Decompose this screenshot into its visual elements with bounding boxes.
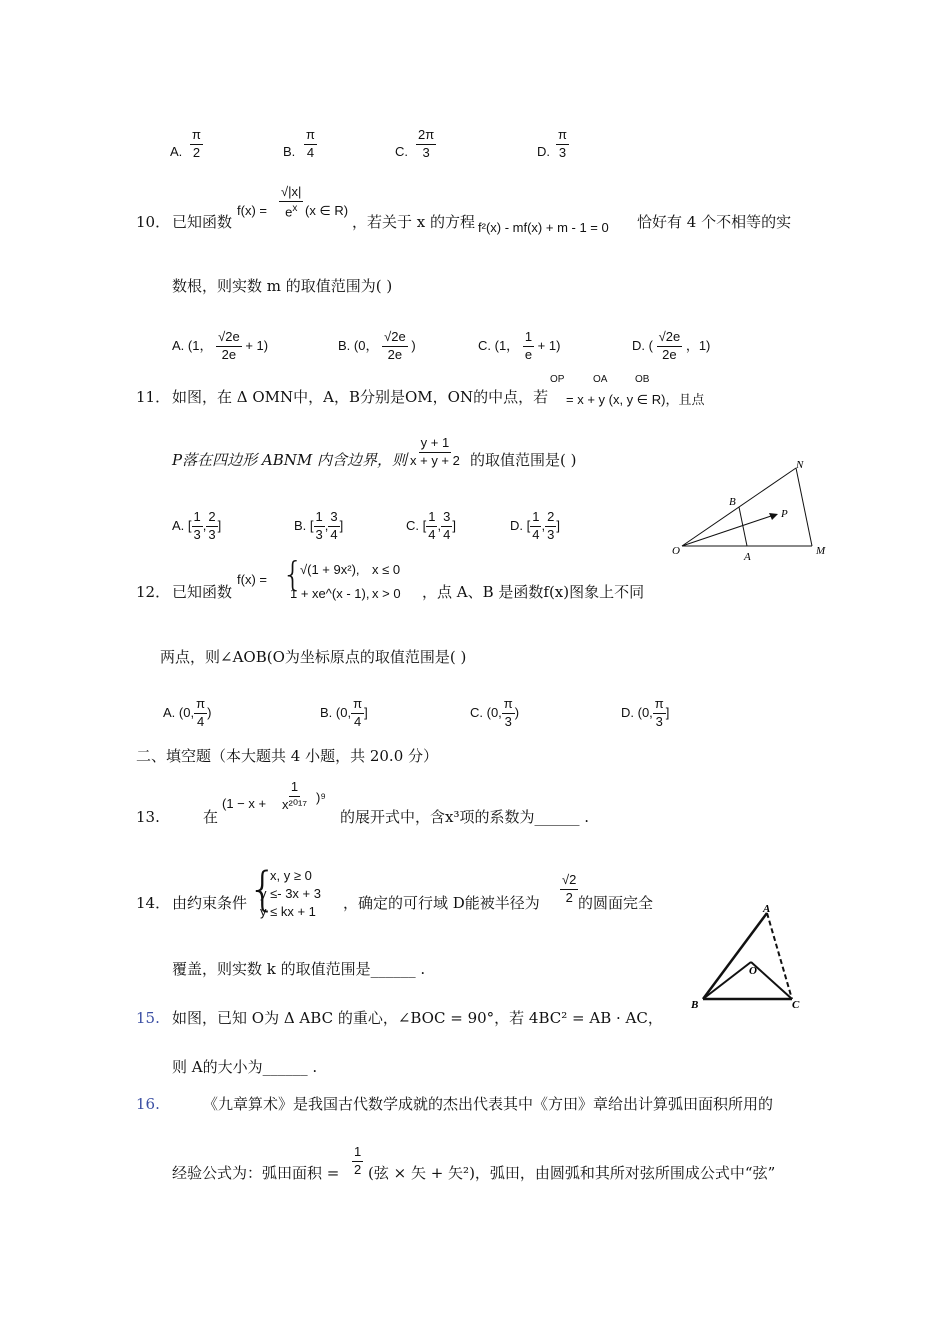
figure-side-nm — [796, 468, 812, 546]
q10-mid: ，若关于 x 的方程 — [352, 213, 475, 231]
figure-vector-op — [682, 515, 774, 546]
q12-intro: 已知函数 — [172, 583, 233, 601]
q16-fraction: $\frac{1}{2}$ — [354, 1144, 362, 1177]
figure-label-a: A — [744, 551, 751, 563]
q14-intro: 由约束条件 — [172, 894, 248, 912]
q12-option-a: A. (0, $\frac{\pi}{4}$ ) — [163, 696, 212, 729]
q16-line2-tail: (弦 × 矢 + 矢²)，弧田，由圆弧和其所对弦所围成公式中“弦” — [368, 1164, 776, 1182]
figure-label-b: B — [691, 999, 699, 1011]
q13-intro: 在 — [203, 808, 219, 826]
q12-line2: 两点，则∠AOB(O为坐标原点的取值范围是( ) — [160, 648, 467, 666]
q10-options — [172, 312, 772, 362]
q14-constraint2: y ≤- 3x + 3 — [260, 886, 321, 901]
q12-option-c: C. (0, $\frac{\pi}{3}$ ) — [470, 696, 520, 729]
figure-label-p: P — [781, 508, 788, 520]
q15-number: 15. — [136, 1009, 160, 1027]
q14-brace: { — [248, 862, 278, 916]
q11-option-a: A. [ $\frac{1}{3}$ , $\frac{2}{3}$ ] — [172, 509, 222, 542]
q11-option-b: B. [ $\frac{1}{3}$ , $\frac{3}{4}$ ] — [294, 509, 344, 542]
q11-triangle-figure — [668, 455, 838, 565]
figure-label-n: N — [796, 459, 804, 471]
q10-option-b: B. (0， $\frac{√2e}{2e}$ ) — [338, 329, 416, 362]
q12-brace: { — [282, 555, 304, 595]
q12-option-b: B. (0, $\frac{\pi}{4}$ ] — [320, 696, 368, 729]
q14-line2: 覆盖，则实数 k 的取值范围是______ . — [172, 960, 426, 978]
q11-vector-op: OP — [550, 374, 565, 385]
q11-vector-oa: OA — [593, 374, 608, 385]
q11-option-c: C. [ $\frac{1}{4}$ , $\frac{3}{4}$ ] — [406, 509, 456, 542]
q10-fx: f(x) = — [237, 203, 267, 218]
q12-tail: ，点 A、B 是函数f(x)图象上不同 — [422, 583, 645, 601]
q14-constraint1: x, y ≥ 0 — [270, 868, 312, 883]
q10-number: 10． — [136, 213, 171, 231]
q15-line1: 如图，已知 O为 Δ ABC 的重心，∠BOC = 90°，若 4BC² = AB · AC， — [172, 1009, 663, 1027]
q10-equation: f²(x) - mf(x) + m - 1 = 0 — [478, 220, 609, 235]
q13-fraction: $\frac{1}{\text{x²⁰¹⁷}}$ — [282, 779, 308, 812]
q13-expr-end: )⁹ — [316, 790, 326, 805]
q14-mid: ，确定的可行域 D能被半径为 — [343, 894, 540, 912]
q14-constraint3: y ≤ kx + 1 — [260, 904, 316, 919]
q16-line2: 经验公式为：弧田面积 = — [172, 1164, 340, 1182]
figure-median-a — [767, 913, 792, 999]
q10-option-d: D. ( $\frac{√2e}{2e}$ ，1) — [632, 329, 711, 362]
figure-label-a: A — [763, 903, 771, 915]
q12-case2: 1 + xe^(x - 1), — [290, 586, 370, 601]
q11-options — [172, 496, 612, 542]
q11-line2-tail: 的取值范围是( ) — [470, 451, 577, 469]
q11-line1: 如图，在 Δ OMN中，A，B分别是OM，ON的中点，若 — [172, 388, 549, 406]
figure-label-o: O — [672, 545, 680, 557]
q12-option-d: D. (0, $\frac{\pi}{3}$ ] — [621, 696, 670, 729]
q9-option-d-label: D. — [537, 144, 550, 159]
q10-tail: 恰好有 4 个不相等的实 — [637, 213, 792, 231]
q9-option-b-label: B. — [283, 144, 296, 159]
q12-number: 12． — [136, 583, 171, 601]
q12-cond1: x ≤ 0 — [372, 562, 401, 577]
q14-fraction: $\frac{√2}{2}$ — [562, 872, 577, 905]
q10-option-a: A. (1， $\frac{√2e}{2e}$ + 1) — [172, 329, 269, 362]
q11-number: 11． — [136, 388, 171, 406]
q12-cond2: x > 0 — [372, 586, 401, 601]
q10-intro: 已知函数 — [172, 213, 233, 231]
q13-number: 13. — [136, 808, 160, 826]
q9-option-c-label: C. — [395, 144, 408, 159]
figure-label-o: O — [749, 965, 757, 977]
q16-number: 16. — [136, 1095, 160, 1113]
q15-triangle-figure — [685, 900, 810, 1015]
q9-option-b-value: $\frac{\pi}{4}$ — [306, 127, 315, 160]
q11-fraction: $\frac{y + 1}{x + y + 2}$ — [410, 435, 460, 468]
q9-option-d-value: $\frac{\pi}{3}$ — [558, 127, 567, 160]
q11-line2: P落在四边形 ABNM 内含边界，则 — [172, 451, 407, 469]
q11-option-d: D. [ $\frac{1}{4}$ , $\frac{2}{3}$ ] — [510, 509, 560, 542]
figure-segment-oc — [751, 962, 792, 999]
figure-label-c: C — [792, 999, 800, 1011]
figure-label-m: M — [816, 545, 826, 557]
q9-option-a-value: $\frac{\pi}{2}$ — [192, 127, 201, 160]
q11-equation: = x + y (x, y ∈ R)，且点 — [566, 392, 705, 407]
q12-options — [163, 685, 703, 731]
q16-line1: 《九章算术》是我国古代数学成就的杰出代表其中《方田》章给出计算弧田面积所用的 — [203, 1095, 774, 1113]
q9-option-c-value: $\frac{2\pi}{3}$ — [418, 127, 435, 160]
q14-number: 14． — [136, 894, 171, 912]
q13-expr-start: (1 − x + — [222, 796, 267, 811]
q11-vector-ob: OB — [635, 374, 650, 385]
q9-option-a-label: A. — [170, 144, 183, 159]
q10-domain: (x ∈ R) — [305, 203, 349, 218]
q10-line2: 数根，则实数 m 的取值范围为( ) — [172, 277, 393, 295]
q14-tail: 的圆面完全 — [578, 894, 654, 912]
q10-function-fraction: $\frac{√|x|}{e^x}$ — [281, 184, 302, 220]
q12-fx: f(x) = — [237, 572, 267, 587]
q10-option-c: C. (1， $\frac{1}{e}$ + 1) — [478, 329, 561, 362]
q12-case1: √(1 + 9x²), — [300, 562, 360, 577]
figure-side-ab — [703, 913, 767, 999]
section-title-fill-in: 二、填空题（本大题共 4 小题，共 20.0 分） — [136, 747, 439, 765]
q13-tail: 的展开式中，含x³项的系数为______ . — [340, 808, 590, 826]
q15-line2: 则 A的大小为______ . — [172, 1058, 318, 1076]
figure-label-b: B — [729, 496, 736, 508]
